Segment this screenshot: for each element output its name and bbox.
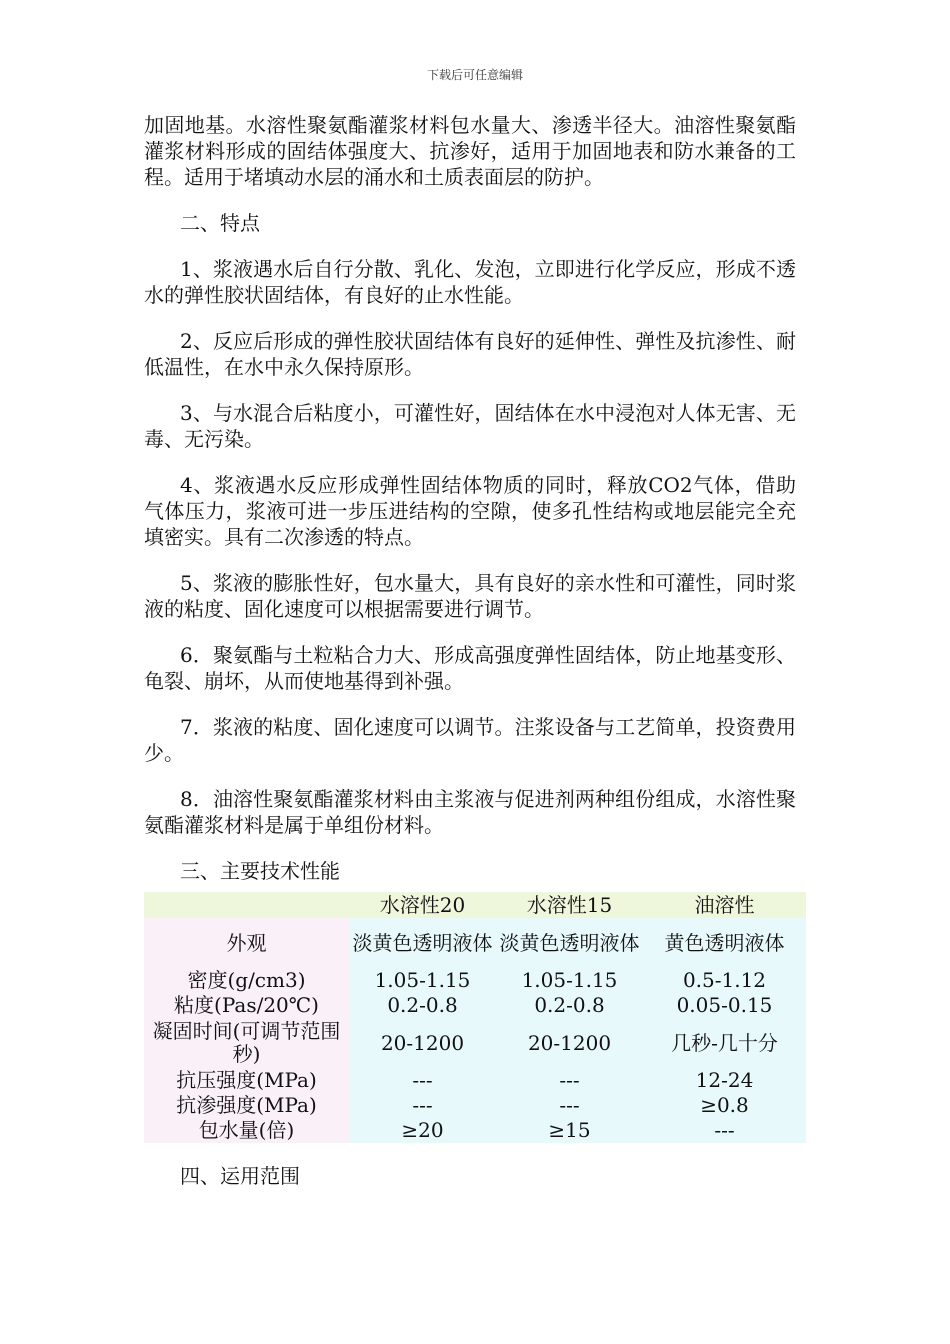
table-header-cell xyxy=(144,892,349,918)
table-header-cell: 水溶性20 xyxy=(349,892,496,918)
document-body xyxy=(144,112,796,1209)
table-header-row xyxy=(144,892,806,918)
feature-6: 6．聚氨酯与土粒粘合力大、形成高强度弹性固结体，防止地基变形、龟裂、崩坏，从而使地基得到补强。 xyxy=(144,643,796,693)
table-cell: --- xyxy=(349,1093,496,1118)
feature-7: 7．浆液的粘度、固化速度可以调节。注浆设备与工艺简单，投资费用少。 xyxy=(144,715,796,765)
row-label: 外观 xyxy=(144,918,349,968)
table-cell: 1.05-1.15 xyxy=(496,968,643,993)
table-cell: 0.2-0.8 xyxy=(349,993,496,1018)
row-label: 密度(g/cm3) xyxy=(144,968,349,993)
table-cell: --- xyxy=(349,1068,496,1093)
table-row xyxy=(144,1068,806,1093)
table-cell: 0.5-1.12 xyxy=(643,968,806,993)
tech-spec-table xyxy=(144,892,806,1143)
table-row xyxy=(144,968,806,993)
table-cell: ≥0.8 xyxy=(643,1093,806,1118)
table-row xyxy=(144,993,806,1018)
table-cell: 0.2-0.8 xyxy=(496,993,643,1018)
table-cell: 几秒-几十分 xyxy=(643,1018,806,1068)
row-label: 抗压强度(MPa) xyxy=(144,1068,349,1093)
row-label: 粘度(Pas/20℃) xyxy=(144,993,349,1018)
feature-3: 3、与水混合后粘度小，可灌性好，固结体在水中浸泡对人体无害、无毒、无污染。 xyxy=(144,401,796,451)
heading-features: 二、特点 xyxy=(180,211,260,235)
row-label: 包水量(倍) xyxy=(144,1118,349,1143)
feature-1: 1、浆液遇水后自行分散、乳化、发泡，立即进行化学反应，形成不透水的弹性胶状固结体，有良好的止水性能。 xyxy=(144,257,796,307)
table-row xyxy=(144,1093,806,1118)
table-cell: 淡黄色透明液体 xyxy=(496,918,643,968)
paragraph-intro: 加固地基。水溶性聚氨酯灌浆材料包水量大、渗透半径大。油溶性聚氨酯灌浆材料形成的固结体强度大、抗渗好，适用于加固地表和防水兼备的工程。适用于堵填动水层的涌水和土质表面层的防护。 xyxy=(144,113,796,189)
table-cell: --- xyxy=(643,1118,806,1143)
table-cell: 0.05-0.15 xyxy=(643,993,806,1018)
table-cell: 1.05-1.15 xyxy=(349,968,496,993)
table-row xyxy=(144,1018,806,1068)
feature-8: 8．油溶性聚氨酯灌浆材料由主浆液与促进剂两种组份组成，水溶性聚氨酯灌浆材料是属于单组份材料。 xyxy=(144,787,796,837)
row-label: 凝固时间(可调节范围秒) xyxy=(144,1018,349,1068)
table-cell: ≥15 xyxy=(496,1118,643,1143)
table-cell: 淡黄色透明液体 xyxy=(349,918,496,968)
table-cell: 12-24 xyxy=(643,1068,806,1093)
heading-tech-specs: 三、主要技术性能 xyxy=(180,859,340,883)
heading-application-scope: 四、运用范围 xyxy=(180,1164,300,1188)
table-header-cell: 油溶性 xyxy=(643,892,806,918)
row-label: 抗渗强度(MPa) xyxy=(144,1093,349,1118)
table-cell: --- xyxy=(496,1068,643,1093)
table-header-cell: 水溶性15 xyxy=(496,892,643,918)
table-cell: --- xyxy=(496,1093,643,1118)
table-cell: 20-1200 xyxy=(496,1018,643,1068)
feature-2: 2、反应后形成的弹性胶状固结体有良好的延伸性、弹性及抗渗性、耐低温性，在水中永久保持原形。 xyxy=(144,329,796,379)
table-row xyxy=(144,918,806,968)
table-cell: 黄色透明液体 xyxy=(643,918,806,968)
feature-4: 4、浆液遇水反应形成弹性固结体物质的同时，释放CO2气体，借助气体压力，浆液可进一步压进结构的空隙，使多孔性结构或地层能完全充填密实。具有二次渗透的特点。 xyxy=(144,473,796,549)
table-cell: ≥20 xyxy=(349,1118,496,1143)
page-header: 下载后可任意编辑 xyxy=(426,68,523,82)
feature-5: 5、浆液的膨胀性好，包水量大，具有良好的亲水性和可灌性，同时浆液的粘度、固化速度可以根据需要进行调节。 xyxy=(144,571,796,621)
table-cell: 20-1200 xyxy=(349,1018,496,1068)
table-row xyxy=(144,1118,806,1143)
